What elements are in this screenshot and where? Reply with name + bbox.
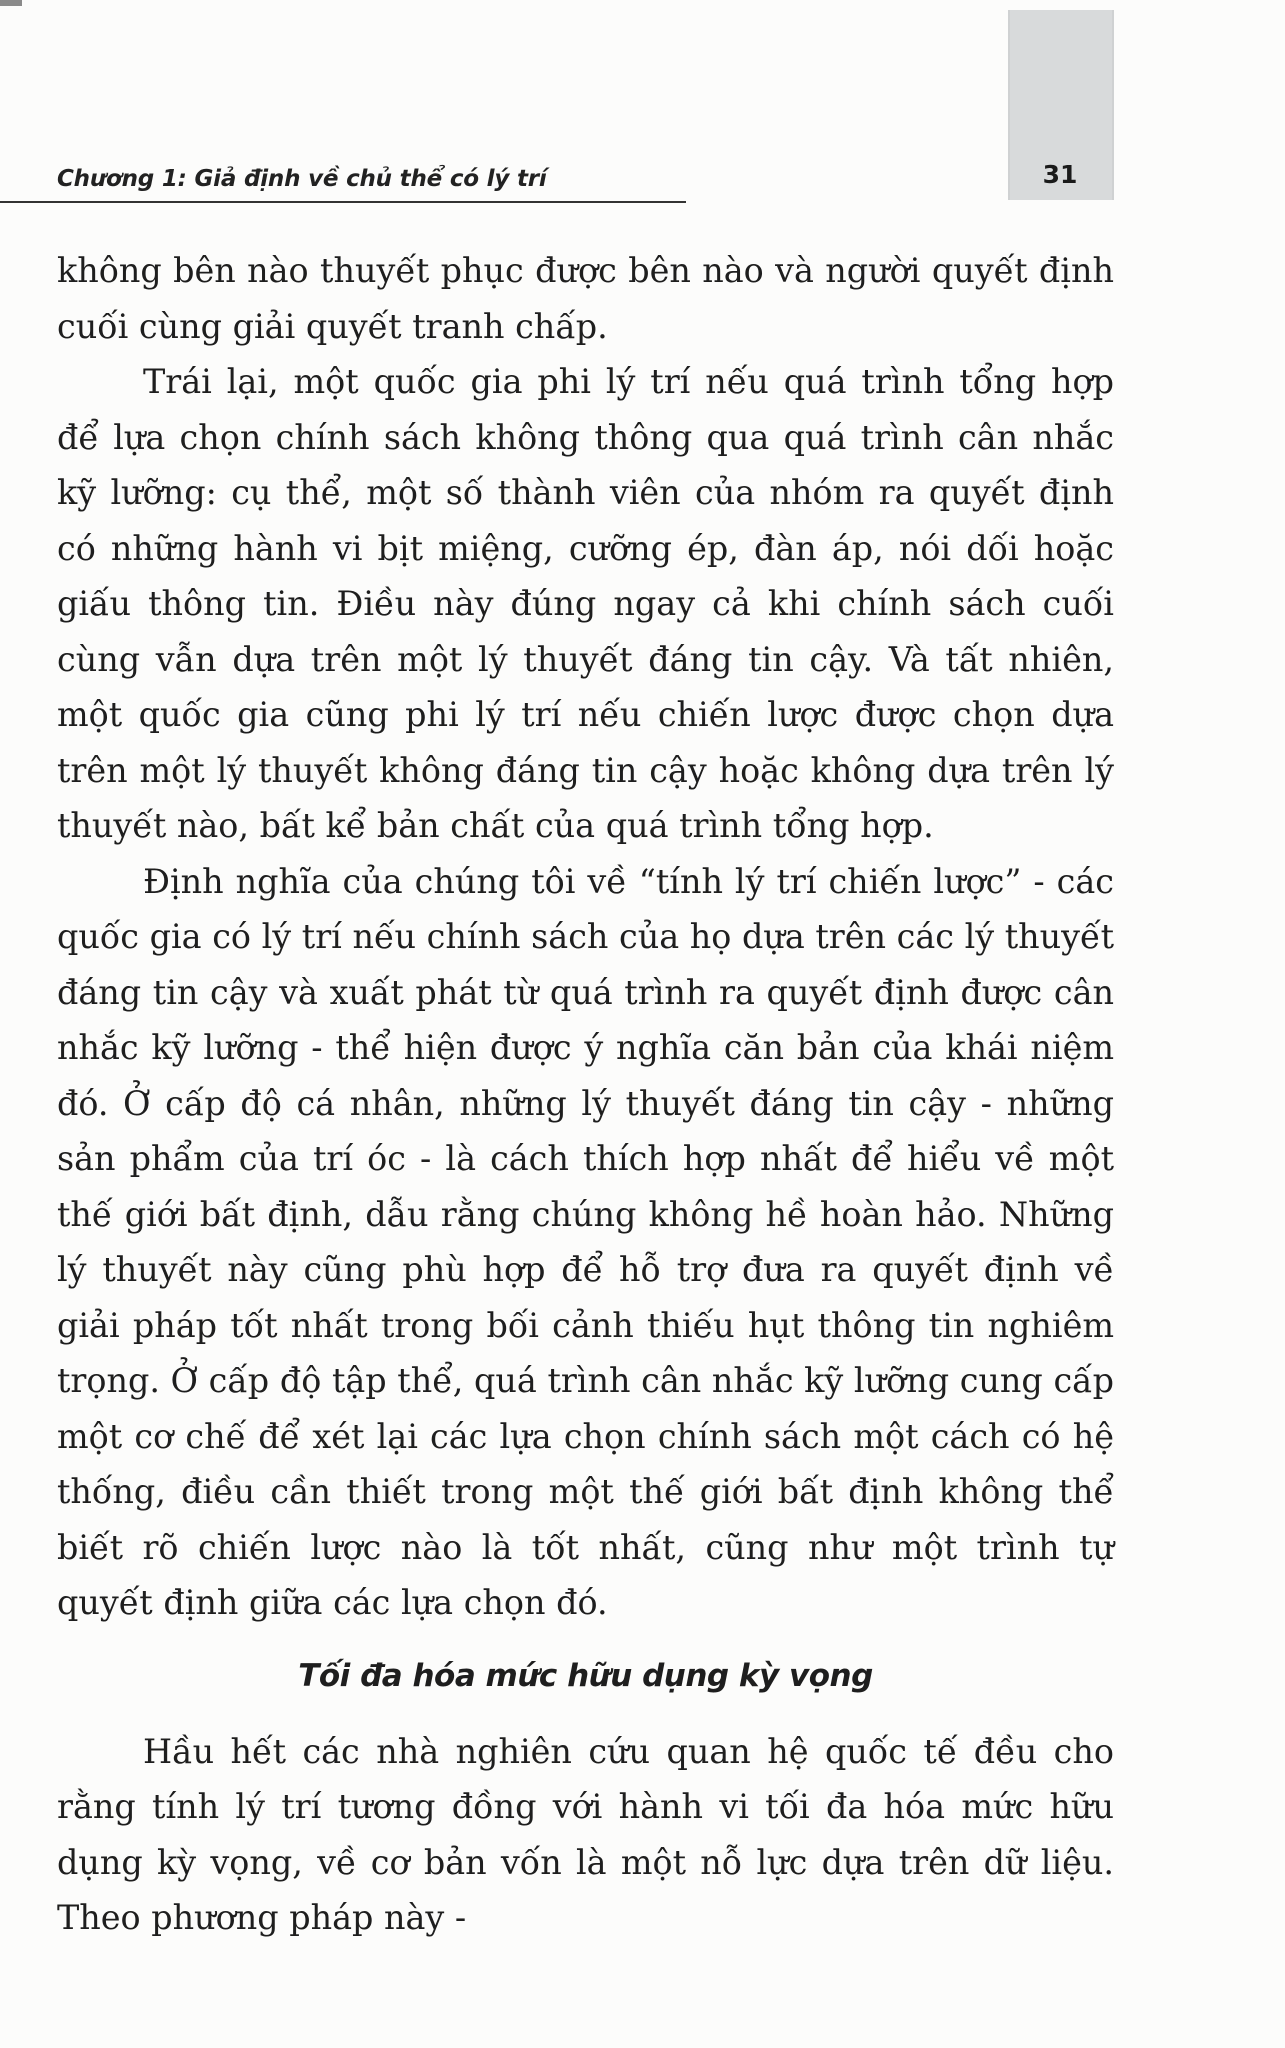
page-number: 31 (1042, 160, 1078, 189)
paragraph-continued: không bên nào thuyết phục được bên nào và người quyết định cuối cùng giải quyết tranh chấp. (57, 251, 1114, 346)
paragraph: Định nghĩa của chúng tôi về “tính lý trí chiến lược” - các quốc gia có lý trí nếu chính sách của họ dựa trên các lý thuyết đáng tin cậy và xuất phát từ quá trình ra quyết định được cân nhắc kỹ lưỡng - thể hiện được ý nghĩa căn bản của khái niệm đó. Ở cấp độ cá nhân, những lý thuyết đáng tin cậy - những sản phẩm của trí óc - là cách thích hợp nhất để hiểu về một thế giới bất định, dẫu rằng chúng không hề hoàn hảo. Những lý thuyết này cũng phù hợp để hỗ trợ đưa ra quyết định về giải pháp tốt nhất trong bối cảnh thiếu hụt thông tin nghiêm trọng. Ở cấp độ tập thể, quá trình cân nhắc kỹ lưỡng cung cấp một cơ chế để xét lại các lựa chọn chính sách một cách có hệ thống, điều cần thiết trong một thế giới bất định không thể biết rõ chiến lược nào là tốt nhất, cũng như một trình tự quyết định giữa các lựa chọn đó. (57, 861, 1114, 1622)
scan-corner-mark (0, 0, 22, 6)
running-head: Chương 1: Giả định về chủ thể có lý trí (57, 166, 547, 192)
section-heading: Tối đa hóa mức hữu dụng kỳ vọng (298, 1657, 873, 1694)
body-text (57, 243, 1114, 1946)
header-rule (0, 201, 686, 203)
paragraph: Hầu hết các nhà nghiên cứu quan hệ quốc tế đều cho rằng tính lý trí tương đồng với hành vi tối đa hóa mức hữu dụng kỳ vọng, về cơ bản vốn là một nỗ lực dựa trên dữ liệu. Theo phương pháp này - (57, 1731, 1114, 1937)
paragraph: Trái lại, một quốc gia phi lý trí nếu quá trình tổng hợp để lựa chọn chính sách không thông qua quá trình cân nhắc kỹ lưỡng: cụ thể, một số thành viên của nhóm ra quyết định có những hành vi bịt miệng, cưỡng ép, đàn áp, nói dối hoặc giấu thông tin. Điều này đúng ngay cả khi chính sách cuối cùng vẫn dựa trên một lý thuyết đáng tin cậy. Và tất nhiên, một quốc gia cũng phi lý trí nếu chiến lược được chọn dựa trên một lý thuyết không đáng tin cậy hoặc không dựa trên lý thuyết nào, bất kể bản chất của quá trình tổng hợp. (57, 362, 1114, 845)
